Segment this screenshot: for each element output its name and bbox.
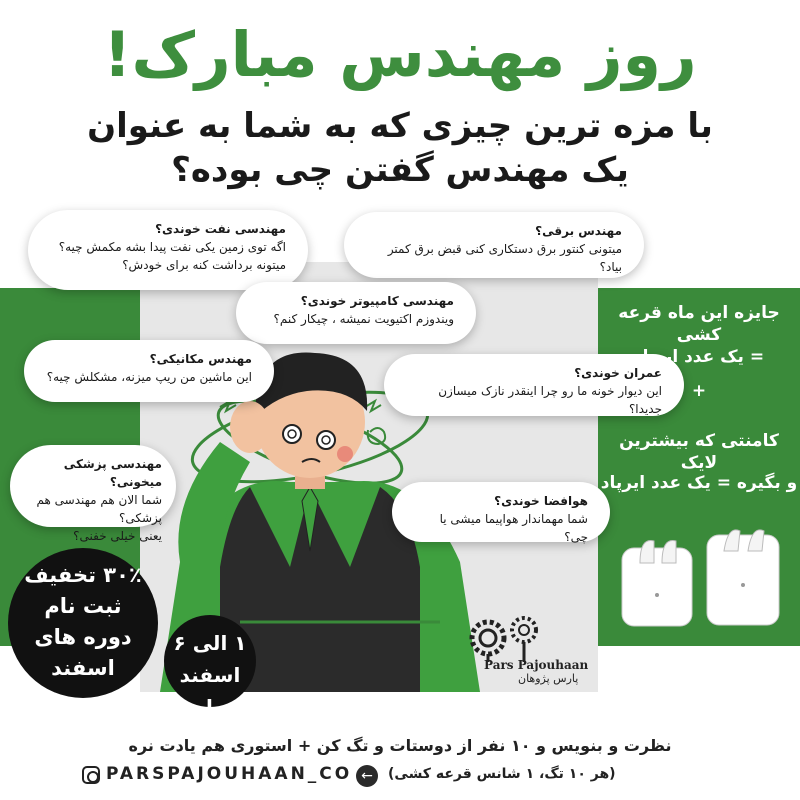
instagram-handle[interactable]: PARSPAJOUHAAN_CO bbox=[106, 764, 353, 784]
promo-line-4: و بگیره = یک عدد ایرپاد bbox=[600, 473, 798, 493]
discount-line-2: ثبت نام bbox=[44, 594, 122, 618]
bubble-computer-engineer bbox=[236, 282, 476, 344]
subtitle-line-1: با مزه ترین چیزی که به شما به عنوان bbox=[87, 106, 713, 146]
arrow-left-icon: ← bbox=[356, 765, 378, 787]
footer-note: (هر ۱۰ تگ، ۱ شانس قرعه کشی) bbox=[388, 766, 616, 782]
bubble-answer: اگه توی زمین یکی نفت پیدا بشه مکمش چیه؟ bbox=[58, 240, 286, 254]
discount-badge bbox=[8, 548, 158, 698]
promo-line-2: = یک عدد ایرپاد bbox=[633, 347, 765, 367]
bubble-answer: میتونی کنتور برق دستکاری کنی قبض برق کمتر بیاد؟ bbox=[387, 242, 622, 274]
footer-contact bbox=[0, 764, 800, 788]
bubble-question: مهندسی پزشکی میخونی؟ bbox=[63, 457, 162, 489]
call-to-action: نظرت و بنویس و ۱۰ نفر از دوستات و تگ کن + استوری هم یادت نره bbox=[128, 736, 672, 755]
promo-line-1: جایزه این ماه قرعه کشی bbox=[618, 303, 780, 345]
subtitle-line-2: یک مهندس گفتن چی بوده؟ bbox=[171, 150, 629, 190]
date-line-1: ۱ الی ۶ bbox=[173, 631, 247, 655]
hand bbox=[230, 401, 270, 453]
dizzy-eye-right bbox=[317, 431, 335, 449]
plus-sign: + bbox=[691, 381, 707, 401]
bubble-medical-engineer bbox=[10, 445, 176, 543]
bubble-question: مهندس مکانیکی؟ bbox=[149, 352, 252, 366]
bubble-answer: میتونه برداشت کنه برای خودش؟ bbox=[122, 258, 286, 272]
bubble-question: مهندس برقی؟ bbox=[535, 224, 622, 238]
discount-line-4: اسفند bbox=[51, 656, 115, 680]
discount-line-1: ۳۰٪ تخفیف bbox=[24, 563, 142, 587]
bubble-question: هوافضا خوندی؟ bbox=[494, 494, 588, 508]
logo-text-fa: پارس پژوهان bbox=[518, 672, 579, 685]
promo-line-3: کامنتی که بیشترین لایک bbox=[619, 431, 779, 473]
bubble-answer: این دیوار خونه ما رو چرا اینقدر نازک میسازن جدیدا؟ bbox=[438, 384, 662, 416]
bubble-oil-engineer bbox=[28, 210, 308, 290]
bubble-answer: ویندوزم اکتیویت نمیشه ، چیکار کنم؟ bbox=[273, 312, 454, 326]
bubble-mechanical-engineer bbox=[24, 340, 274, 402]
bubble-aerospace-engineer bbox=[392, 482, 610, 542]
discount-line-3: دوره های bbox=[34, 625, 132, 649]
brand-logo bbox=[466, 612, 592, 686]
bubble-question: مهندسی کامپیوتر خوندی؟ bbox=[300, 294, 454, 308]
airpods-case-icon bbox=[612, 513, 792, 633]
bubble-electrical-engineer bbox=[344, 212, 644, 278]
bubble-answer: یعنی خیلی خفنی؟ bbox=[73, 529, 162, 543]
instagram-icon bbox=[82, 766, 100, 784]
bubble-answer: این ماشین من ریپ میزنه، مشکلش چیه؟ bbox=[46, 370, 252, 384]
bubble-answer: شما مهماندار هواپیما میشی یا چی؟ bbox=[439, 512, 588, 544]
gear-logo-icon bbox=[466, 612, 592, 662]
bubble-answer: شما الان هم مهندسی هم پزشکی؟ bbox=[36, 493, 162, 525]
page-title: روز مهندس مبارک! bbox=[103, 18, 697, 91]
bubble-question: عمران خوندی؟ bbox=[574, 366, 662, 380]
bubble-question: مهندسی نفت خوندی؟ bbox=[155, 222, 286, 236]
cheek bbox=[337, 446, 353, 462]
date-badge bbox=[164, 615, 256, 719]
logo-text-en: Pars Pajouhaan bbox=[484, 658, 589, 672]
lightning-icon-2 bbox=[365, 401, 381, 411]
date-line-2: اسفند ماه bbox=[179, 663, 241, 719]
dizzy-eye-left bbox=[283, 425, 301, 443]
